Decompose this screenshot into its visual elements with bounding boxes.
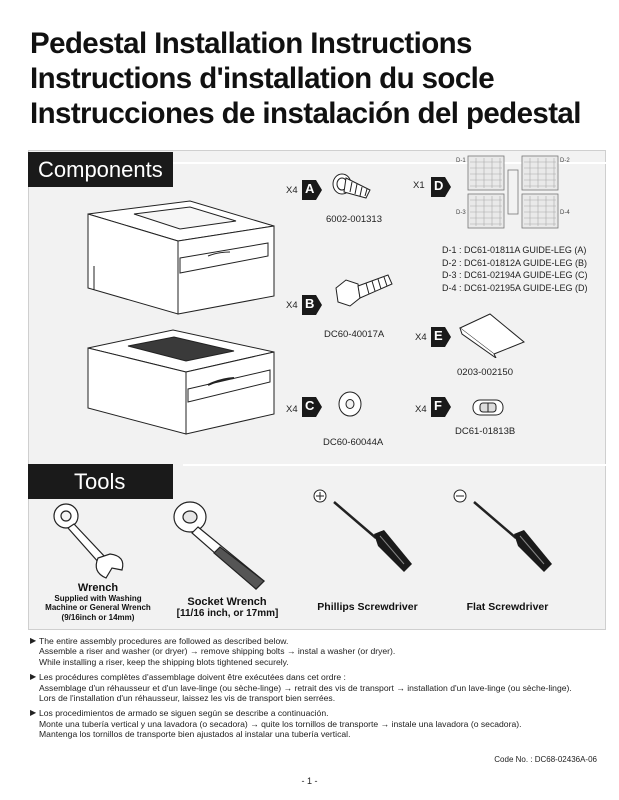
wrench-sub-2: Machine or General Wrench — [45, 603, 151, 612]
pad-icon — [452, 308, 532, 358]
note-spanish-line-3: Mantenga los tornillos de transporte bien ajustados al instalar una tubería vertical. — [39, 729, 351, 740]
note-english — [30, 636, 605, 667]
bullet-arrow-icon: ▶ — [30, 672, 37, 682]
guide-leg-d2: D-2 : DC61-01812A GUIDE-LEG (B) — [442, 257, 588, 268]
guide-leg-d1: D-1 : DC61-01811A GUIDE-LEG (A) — [442, 245, 587, 255]
note-english-line-1: The entire assembly procedures are followed as described below. — [39, 636, 289, 646]
guide-leg-tag-d2: D-2 — [560, 158, 570, 164]
bullet-arrow-icon: ▶ — [30, 636, 37, 645]
phillips-screwdriver-icon — [312, 488, 422, 588]
component-c-badge — [302, 397, 322, 417]
component-b-letter: B — [305, 296, 315, 311]
guide-leg-tag-d4: D-4 — [560, 210, 570, 216]
title-block — [30, 26, 610, 131]
tools-header: Tools — [28, 464, 173, 499]
component-a-qty: X4 — [286, 185, 298, 196]
hex-bolt-icon — [330, 270, 400, 320]
assembly-notes — [30, 636, 605, 745]
clip-icon — [470, 396, 506, 420]
component-f-qty: X4 — [415, 404, 427, 415]
component-a-part: 6002-001313 — [326, 214, 382, 225]
socket-wrench-label: Socket Wrench — [187, 596, 267, 608]
component-e-part: 0203-002150 — [457, 367, 513, 378]
tools-divider — [183, 464, 606, 466]
document-code: Code No. : DC68-02436A-06 — [494, 755, 597, 764]
component-d-qty: X1 — [413, 180, 425, 191]
socket-wrench-size: [11/16 inch, or 17mm] — [176, 608, 279, 619]
component-a-letter: A — [305, 181, 315, 196]
title-french: Instructions d'installation du socle — [30, 62, 495, 95]
component-b-badge — [302, 295, 322, 315]
pedestal-top-drawing — [88, 201, 274, 314]
components-header: Components — [28, 152, 173, 187]
component-a-badge — [302, 180, 322, 200]
wrench-label: Wrench — [77, 582, 119, 594]
component-c-letter: C — [305, 398, 315, 413]
component-c-part: DC60-60044A — [323, 437, 384, 448]
note-french — [30, 672, 605, 703]
component-e-badge — [431, 327, 451, 347]
component-b-qty: X4 — [286, 300, 298, 311]
phillips-screwdriver-label: Phillips Screwdriver — [317, 601, 418, 613]
note-spanish-line-1: Los procedimientos de armado se siguen según se describe a continuación. — [39, 708, 329, 719]
note-french-line-2: Assemblage d'un réhausseur et d'un lave-linge (ou sèche-linge) → retrait des vis de transport → installation d'un lave-linge (ou sèche-linge). — [39, 682, 572, 693]
wrench-icon — [50, 500, 130, 580]
component-e-qty: X4 — [415, 332, 427, 343]
component-d-letter: D — [434, 178, 444, 193]
page-number: - 1 - — [301, 776, 318, 786]
note-spanish — [30, 708, 605, 739]
note-french-line-1: Les procédures complètes d'assemblage doivent être exécutées dans cet ordre : — [39, 672, 346, 683]
component-e-letter: E — [434, 328, 443, 343]
guide-leg-tag-d1: D-1 — [456, 158, 466, 164]
title-spanish: Instrucciones de instalación del pedestal — [30, 97, 581, 130]
flat-screwdriver-icon — [452, 488, 562, 588]
component-f-badge — [431, 397, 451, 417]
wrench-sub-3: (9/16inch or 14mm) — [61, 613, 135, 622]
component-c-qty: X4 — [286, 404, 298, 415]
note-english-line-2: Assemble a riser and washer (or dryer) → remove shipping bolts → instal a washer (or dryer). — [39, 646, 396, 657]
title-english: Pedestal Installation Instructions — [30, 27, 472, 60]
guide-leg-list — [442, 244, 588, 294]
socket-wrench-icon — [168, 495, 278, 595]
guide-leg-d3: D-3 : DC61-02194A GUIDE-LEG (C) — [442, 270, 588, 280]
screw-icon — [328, 170, 378, 212]
component-b-part: DC60-40017A — [324, 329, 385, 340]
component-f-part: DC61-01813B — [455, 426, 516, 437]
note-english-line-3: While installing a riser, keep the shipping blots tightened securely. — [39, 656, 289, 667]
guide-leg-icon — [456, 152, 574, 230]
flat-screwdriver-label: Flat Screwdriver — [466, 601, 549, 613]
note-spanish-line-2: Monte una tubería vertical y una lavadora (o secadora) → quite los tornillos de transporte → instale una lavadora (o secadora). — [39, 718, 522, 729]
guide-leg-tag-d3: D-3 — [456, 210, 466, 216]
component-d-badge — [431, 177, 451, 197]
component-f-letter: F — [434, 398, 442, 413]
guide-leg-d4: D-4 : DC61-02195A GUIDE-LEG (D) — [442, 282, 588, 293]
note-french-line-3: Lors de l'installation d'un réhausseur, laissez les vis de transport bien serrées. — [39, 693, 336, 704]
pedestal-illustration — [78, 196, 278, 436]
bullet-arrow-icon: ▶ — [30, 708, 37, 718]
pedestal-bottom-drawing — [88, 330, 274, 434]
washer-icon — [336, 390, 366, 420]
wrench-sub-1: Supplied with Washing — [54, 594, 142, 603]
